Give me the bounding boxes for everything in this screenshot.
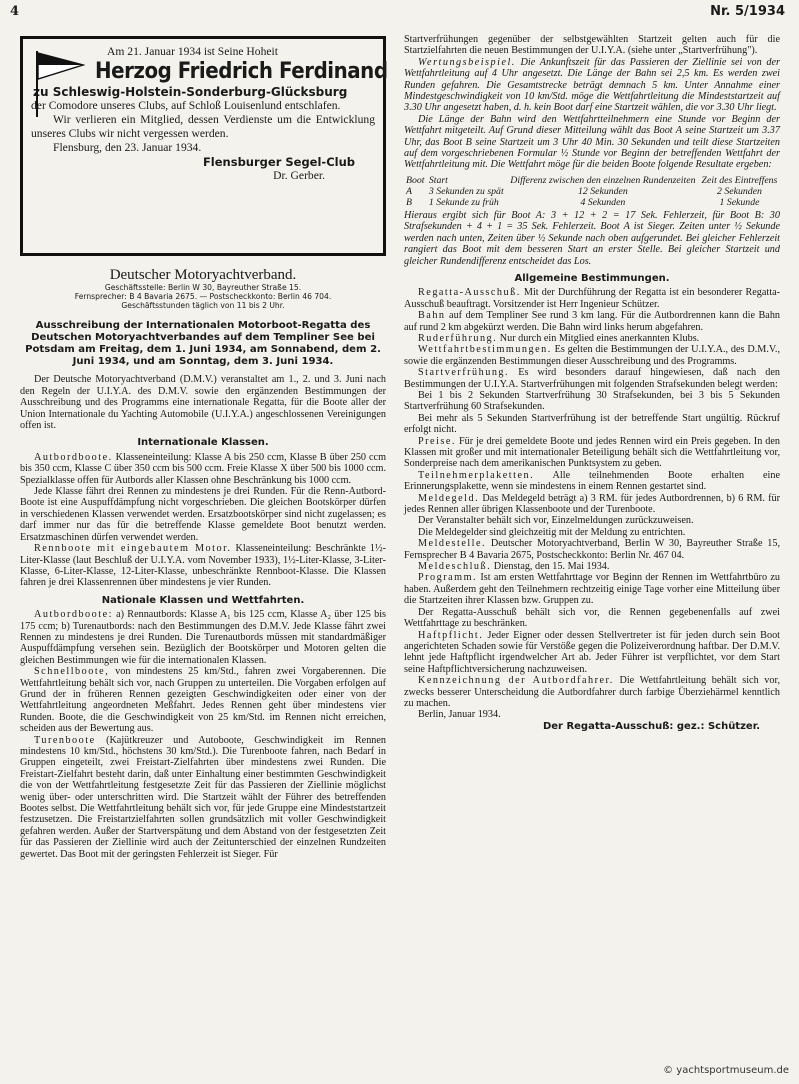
example-paragraph: [404, 57, 780, 114]
wettfahrtbestimmungen-lead: Wettfahrtbestimmungen.: [418, 344, 552, 356]
regatta-ausschuss-lead: Regatta-Ausschuß.: [418, 287, 521, 299]
heading-international: Internationale Klassen.: [137, 437, 269, 449]
issue-number: Nr. 5/1934: [710, 4, 785, 19]
example-paragraph-2: Die Länge der Bahn wird den Wettfahrtteilnehmern eine Stunde vor Beginn der Wettfahrt mitgeteilt. Auf Grund dieser Mitteilung wählt das Boot A seine Startzeit um 3.37 Uhr, das Boot B seine Startzeit um 3 Uhr 40 Min. 30 Sekunden und teilt diese Startzeiten auf dem vorgeschriebenen Formular ½ Stunde vor Beginn der betreffenden Wettfahrt der Wettfahrtleitung mit. Die Wettfahrt möge für die beiden Boote folgende Resultate ergeben:: [404, 113, 780, 171]
regatta-ausschuss-paragraph: [404, 287, 780, 310]
announcement-title: Ausschreibung der Internationalen Motorboot-Regatta des Deutschen Motoryachtverbandes auf dem Templiner See bei Potsdam am Freitag, dem 1. Juni 1934, am Sonnabend, dem 2. Juni 1934, und am Sonntag, dem 3. Juni 1934.: [25, 320, 381, 368]
autbord-paragraph: [20, 452, 386, 486]
verband-contact1: Geschäftsstelle: Berlin W 30, Bayreuther Straße 15.: [104, 283, 302, 293]
ruderfuehrung-paragraph: [404, 333, 780, 344]
turenboote-paragraph: [20, 735, 386, 860]
obituary-line3: Wir verlieren ein Mitglied, dessen Verdienste um die Entwicklung unseres Clubs wir nicht vergessen werden.: [31, 113, 375, 140]
ruderfuehrung-text: Nur durch ein Mitglied eines anerkannten Klubs.: [499, 332, 700, 344]
autbord-text: Klasseneinteilung: Klasse A bis 250 ccm, Klasse B über 250 ccm bis 350 ccm, Klasse C über 350 ccm bis 500 ccm. Freie Klasse X über 500 bis 1000 ccm. Spezialklasse offen für Autbords aller Klassen ohne Beschränkung bis 1000 ccm.: [20, 451, 386, 486]
closing-signature: Der Regatta-Ausschuß: gez.: Schützer.: [542, 720, 760, 732]
verband-title: Deutscher Motoryachtverband.: [109, 267, 297, 283]
preise-text: Für je drei gemeldete Boote und jedes Rennen wird ein Preis gegeben. In den Klassen mit großer und mit internationaler Beteiligung behält sich die Wettfahrtleitung vor, Sonderpreise nach dem amerikanischen Punktsystem zu geben.: [404, 435, 780, 470]
programm-text: Ist am ersten Wettfahrttage vor Beginn der Rennen im Wettfahrtbüro zu haben. Außerdem geht den Teilnehmern rechtzeitig einige Tage vorher eine Mitteilung über die Startzeiten ihrer Klassen bzw. Gruppen zu.: [404, 572, 780, 607]
preise-lead: Preise.: [418, 435, 456, 447]
meldegeld-paragraph-2: Der Veranstalter behält sich vor, Einzelmeldungen zurückzuweisen.: [418, 515, 694, 527]
plaketten-text: Alle teilnehmenden Boote erhalten eine Erinnerungsplakette, wenn sie mindestens in einem Rennen gestartet sind.: [404, 469, 781, 493]
startverfruehung-paragraph: [404, 367, 780, 390]
haftpflicht-text: Jeder Eigner oder dessen Stellvertreter ist für jeden durch sein Boot angerichteten Schaden sowie für Verstöße gegen die Polizeiverordnung haftbar. Der D.M.V. lehnt jede Haftpflicht irgendwelcher Art ab. Jeder Führer ist verpflichtet, vor dem Start seine Haftpflichtversicherung nachzuweisen.: [404, 629, 781, 675]
meldeschluss-lead: Meldeschluß.: [418, 561, 492, 573]
table-cell: 4 Sekunden: [580, 196, 626, 208]
preise-paragraph: [404, 436, 780, 470]
ruderfuehrung-lead: Ruderführung.: [418, 332, 498, 344]
kennzeichnung-paragraph: [404, 675, 780, 709]
kennzeichnung-lead: Kennzeichnung der Autbordfahrer.: [418, 675, 614, 687]
startverfruehung-paragraph-3: Bei mehr als 5 Sekunden Startverfrühung ist der betreffende Start ungültig. Rückruf erfolgt nicht.: [404, 412, 780, 436]
startverfruehung-text: Es wird besonders darauf hingewiesen, daß nach den Bestimmungen der U.I.Y.A. Startverfrühungen mit folgenden Strafsekunden belegt werden:: [404, 367, 780, 390]
example-lead: Wertungsbeispiel.: [418, 56, 516, 68]
schnellboote-paragraph: [20, 666, 386, 734]
plaketten-paragraph: [404, 470, 780, 493]
rennboote-lead: Rennboote mit eingebautem Motor.: [34, 543, 232, 555]
regatta-ausschuss-text: Mit der Durchführung der Regatta ist ein besonderer Regatta-Ausschuß beauftragt. Vorsitzender ist Herr Ingenieur Schützer.: [404, 287, 780, 310]
bahn-paragraph: [404, 310, 780, 333]
right-column: [404, 34, 780, 732]
bahn-text: auf dem Templiner See rund 3 km lang. Für die Autbordrennen kann die Bahn auf rund 2 km abgekürzt werden. Die Bahn wird links herum abgefahren.: [404, 310, 781, 333]
meldestelle-paragraph: [404, 538, 780, 561]
closing-date: Berlin, Januar 1934.: [418, 709, 501, 721]
obituary-house: zu Schleswig-Holstein-Sonderburg-Glücksburg: [33, 85, 348, 99]
turenboote-text: (Kajütkreuzer und Autoboote, Geschwindigkeit im Rennen mindestens 10 km/Std., höchstens 30 km/Std.). Die Turenboote fahren, nach Bedarf in Gruppen eingeteilt, zwei Freistart-Zielfahrten über mindestens zwei Runden. Die Freistart-Zielfahrt besteht darin, daß unter Einhaltung einer bestimmten Geschwindigkeit die von der Wettfahrtleitung festgesetzte Zeit für das Passieren der Ziellinie möglichst wenig über- oder unterschritten wird. Die Startzeit wählt der Führer des betreffenden Bootes selbst. Die Wettfahrtleitung behält sich vor, für jede Gruppe eine Mindeststartzeit festzusetzen. Die Freistartzielfahrten sollen grundsätzlich mit voller Geschwindigkeit gefahren werden. Außer der Startverspätung und dem Abstand von der festgesetzten Zeit für das Passieren der Ziellinie wird auch der Zeitunterschied der einzelnen Rundzeiten gewertet. Das Boot mit der geringsten Fehlerzeit ist Sieger. Für: [20, 734, 387, 860]
schnellboote-lead: Schnellboote,: [34, 666, 110, 678]
wettfahrtbestimmungen-text: Es gelten die Bestimmungen der U.I.Y.A., des D.M.V., sowie die ergänzenden Bestimmungen dieser Ausschreibung und des Programms.: [404, 344, 780, 367]
heading-national: Nationale Klassen und Wettfahrten.: [101, 594, 305, 606]
startverfruehung-paragraph-2: Bei 1 bis 2 Sekunden Startverfrühung 30 Strafsekunden, bei 3 bis 5 Sekunden Startverfrühung 60 Strafsekunden.: [404, 389, 780, 413]
intro-paragraph: Der Deutsche Motoryachtverband (D.M.V.) veranstaltet am 1., 2. und 3. Juni nach den Regeln der U.I.Y.A. des D.M.V. sowie den ergänzenden Bestimmungen der Ausschreibung und des Programms eine internationale Regatta, für die Boote aller der Union Internationale du Yachting Automobile (U.I.Y.A.) angeschlossenen Vereinigungen offen ist.: [20, 374, 386, 432]
left-column: [20, 34, 386, 860]
obituary-line1: Am 21. Januar 1934 ist Seine Hoheit: [107, 45, 278, 58]
obituary-name: Herzog Friedrich Ferdinand: [95, 59, 388, 84]
obituary-line2: der Comodore unseres Clubs, auf Schloß Louisenlund entschlafen.: [31, 99, 341, 112]
programm-paragraph-2: Der Regatta-Ausschuß behält sich vor, die Rennen gegebenenfalls auf zwei Wettfahrttage zu beschränken.: [404, 606, 780, 630]
bahn-lead: Bahn: [418, 310, 446, 322]
watermark: © yachtsportmuseum.de: [663, 1065, 789, 1076]
national-autbord-paragraph: [20, 609, 386, 666]
haftpflicht-lead: Haftpflicht.: [418, 629, 484, 641]
startverfruehung-lead: Startverfrühung.: [418, 367, 510, 379]
autbord-lead: Autbordboote.: [34, 451, 113, 463]
national-autbord-text: a) Rennautbords: Klasse A₁ bis 125 ccm, Klasse A₂ über 125 bis 175 ccm; b) Turenautbords: nach den Bestimmungen des D.M.V. Jede Klasse fährt zwei Rennen zu mindestens je drei Runden. Die Turenautbords müssen mit standardmäßiger Auspuffdämpfung versehen sein. Bezüglich der Bootskörper und Motoren gelten die gleichen Bestimmungen wie für die internationalen Klassen.: [20, 609, 386, 666]
pennant-flag-icon: [33, 49, 85, 119]
verband-contact2: Fernsprecher: B 4 Bavaria 2675. — Postscheckkonto: Berlin 46 704.: [74, 292, 332, 302]
wettfahrtbestimmungen-paragraph: [404, 344, 780, 367]
kennzeichnung-text: Die Wettfahrtleitung behält sich vor, zwecks besserer Unterscheidung die Autbordfahrer durch farbige Überziehärmel kenntlich zu machen.: [404, 675, 780, 709]
table-row: [404, 197, 780, 208]
haftpflicht-paragraph: [404, 630, 780, 676]
obituary-box: [20, 36, 386, 256]
meldeschluss-text: Dienstag, den 15. Mai 1934.: [493, 561, 610, 573]
verband-contact3: Geschäftsstunden täglich von 11 bis 2 Uhr.: [121, 301, 285, 311]
table-cell: 2 Sekunden: [717, 185, 762, 197]
continuation-paragraph: Startverfrühungen gegenüber der selbstgewählten Startzeit gelten auch für die Startzielfahrten die neuen Bestimmungen der U.I.Y.A. (siehe unter „Startverfrühung").: [404, 34, 780, 57]
meldegeld-paragraph-3: Die Meldegelder sind gleichzeitig mit der Meldung zu entrichten.: [418, 526, 686, 538]
table-cell: 1 Sekunde: [719, 196, 760, 208]
obituary-club: Flensburger Segel-Club: [202, 155, 355, 169]
meldegeld-paragraph: [404, 493, 780, 516]
table-cell: 12 Sekunden: [577, 185, 628, 197]
obituary-place-date: Flensburg, den 23. Januar 1934.: [53, 141, 202, 154]
meldestelle-lead: Meldestelle.: [418, 538, 487, 550]
schnellboote-text: von mindestens 25 km/Std., fahren zwei Vorgaberennen. Die Wettfahrtleitung behält sich vor, nach Gruppen zu unterteilen. Die Vorgaben erfolgen auf Grund der in früheren Rennen gezeigten Geschwindigkeiten oder einer von der Wettfahrtleitung angeordneten Meßfahrt. Jedes Rennen geht über mindestens vier Runden. Boote, die die Geschwindigkeit von 25 km/Std. im Rennen nicht erreichen, scheiden aus der Bewertung aus.: [20, 666, 387, 735]
meldegeld-text: Das Meldegeld beträgt a) 3 RM. für jedes Autbordrennen, b) 6 RM. für jedes Rennen aller übrigen Klassenboote und der Turenboote.: [404, 492, 780, 516]
programm-lead: Programm.: [418, 572, 478, 584]
results-header-differenz: Differenz zwischen den einzelnen Rundenzeiten: [510, 174, 696, 186]
results-header-boot: Boot: [406, 174, 425, 186]
turenboote-lead: Turenboote: [34, 734, 96, 746]
table-row: [404, 186, 780, 197]
results-header-zeit: Zeit des Eintreffens: [701, 174, 778, 186]
example-text: Die Ankunftszeit für das Passieren der Ziellinie sei von der Wettfahrtleitung auf 4 Uhr angesetzt. Die Länge der Bahn sei 2,5 km. Es werden zwei Runden gefahren. Die Gesamtstrecke beträgt demnach 5 km. Unter Annahme einer Mindestgeschwindigkeit von 10 km/Std. möge die Wettfahrtleitung die Mindeststartzeit auf 3.30 Uhr angesetzt haben, d. h. kein Boot darf eine Startzeit wählen, die vor 3.30 Uhr liegt.: [404, 56, 780, 114]
rennboote-paragraph: [20, 543, 386, 589]
plaketten-lead: Teilnehmerplaketten.: [418, 469, 535, 481]
table-cell: A: [406, 185, 412, 197]
table-cell: B: [406, 196, 412, 208]
results-table: [404, 175, 780, 208]
results-header-row: [404, 175, 780, 186]
meldegeld-lead: Meldegeld.: [418, 492, 480, 504]
table-cell: 3 Sekunden zu spät: [428, 185, 504, 197]
rennboote-text: Klasseneinteilung: Beschränkte 1½-Liter-Klasse (laut Beschluß der U.I.Y.A. vom November 1933), 1½-Liter-Klasse, 3-Liter-Klasse, 6-Liter-Klasse, 12-Liter-Klasse, unbeschränkte Rennboot-Klasse. Die Klassen fahren je drei Klassenrennen über mindestens je vier Runden.: [20, 543, 386, 589]
meldestelle-text: Deutscher Motoryachtverband, Berlin W 30, Bayreuther Straße 15, Fernsprecher B 4 Bavaria 2675, Postscheckkonto: Berlin Nr. 467 04.: [404, 538, 781, 561]
heading-allgemein: Allgemeine Bestimmungen.: [514, 272, 670, 284]
meldeschluss-paragraph: [404, 561, 780, 572]
page-number: 4: [10, 4, 20, 19]
programm-paragraph: [404, 572, 780, 606]
obituary-signature: Dr. Gerber.: [273, 169, 325, 182]
national-autbord-lead: Autbordboote:: [34, 609, 113, 621]
example-paragraph-3: Hieraus ergibt sich für Boot A: 3 + 12 + 2 = 17 Sek. Fehlerzeit, für Boot B: 30 Strafsekunden + 4 + 1 = 35 Sek. Fehlerzeit. Boot A ist Sieger. Zeiten unter ½ Sekunde werden nach unten, Zeiten über ½ Sekunde nach oben aufgerundet. Bei gleicher Fehlerzeit rangiert das Boot mit dem besseren Start an erster Stelle. Bei gleicher Startzeit und gleicher Rundendifferenz entscheidet das Los.: [404, 209, 780, 267]
results-header-start: Start: [428, 174, 448, 186]
autbord-paragraph-2: Jede Klasse fährt drei Rennen zu mindestens je drei Runden. Für die Renn-Autbord-Boote ist eine Auspuffdämpfung nicht vorgeschrieben. Die gleichen Bootskörper dürfen in verschiedenen Klassen verwendet werden. Ersatzbootskörper sind nicht zugelassen; es darf immer nur das für die betreffende Klasse gemeldete Boot benutzt werden. Ersatzmaschinen dürfen verwendet werden.: [20, 486, 386, 543]
table-cell: 1 Sekunde zu früh: [428, 196, 499, 208]
